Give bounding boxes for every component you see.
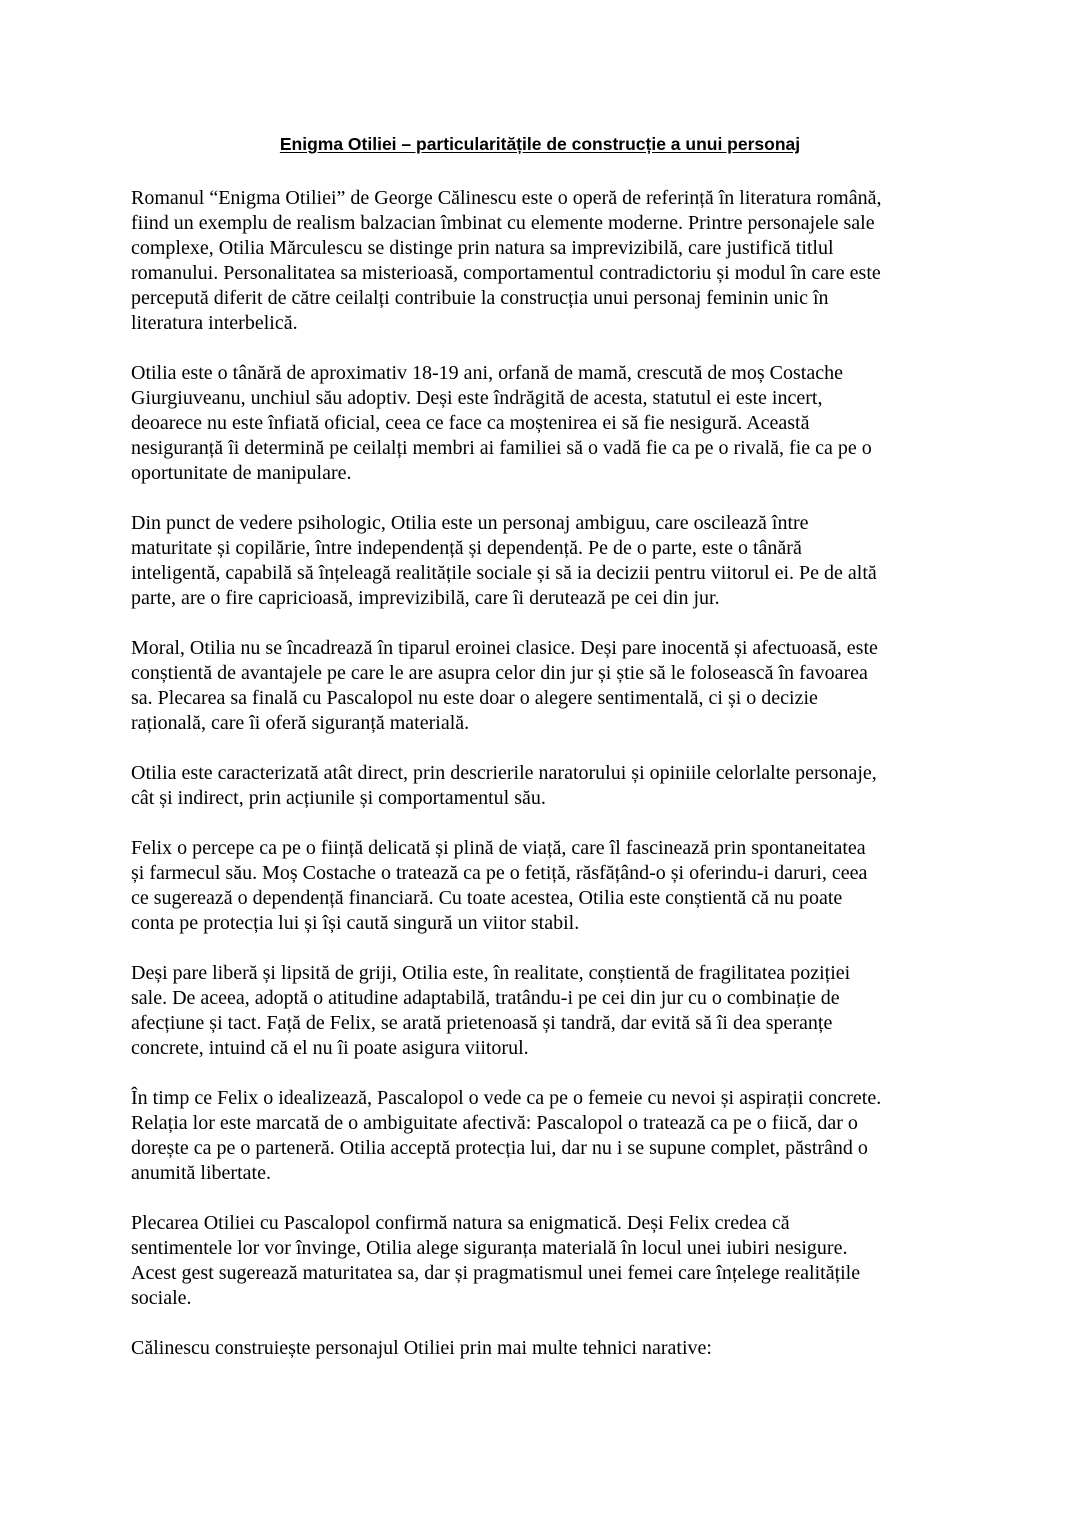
text-line: dorește ca pe o parteneră. Otilia acceptă protecția lui, dar nu i se supune complet, păstrând o xyxy=(131,1137,868,1159)
text-line: Plecarea Otiliei cu Pascalopol confirmă natura sa enigmatică. Deși Felix credea că xyxy=(131,1212,790,1234)
text-line: afecțiune și tact. Față de Felix, se arată prietenoasă și tandră, dar evită să îi dea speranțe xyxy=(131,1012,833,1034)
text-line: Romanul “Enigma Otiliei” de George Călinescu este o operă de referință în literatura română, xyxy=(131,187,882,209)
text-line: cât și indirect, prin acțiunile și comportamentul său. xyxy=(131,787,546,809)
paragraph xyxy=(131,361,961,486)
text-line: deoarece nu este înfiată oficial, ceea ce face ca moștenirea ei să fie nesigură. Această xyxy=(131,412,810,434)
text-line: complexe, Otilia Mărculescu se distinge prin natura sa imprevizibilă, care justifică titlul xyxy=(131,237,834,259)
text-line: Acest gest sugerează maturitatea sa, dar și pragmatismul unei femei care înțelege realitățile xyxy=(131,1262,861,1284)
paragraph xyxy=(131,1086,961,1186)
text-line: inteligentă, capabilă să înțeleagă realitățile sociale și să ia decizii pentru viitorul ei. Pe de altă xyxy=(131,562,877,584)
document-body xyxy=(131,186,961,1386)
text-line: sentimentele lor vor învinge, Otilia alege siguranța materială în locul unei iubiri nesigure. xyxy=(131,1237,848,1259)
paragraph xyxy=(131,1211,961,1311)
text-line: maturitate și copilărie, între independență și dependență. Pe de o parte, este o tânără xyxy=(131,537,802,559)
paragraph xyxy=(131,836,961,936)
paragraph xyxy=(131,636,961,736)
paragraph xyxy=(131,511,961,611)
paragraph xyxy=(131,961,961,1061)
text-line: Felix o percepe ca pe o ființă delicată și plină de viață, care îl fascinează prin spontaneitatea xyxy=(131,837,866,859)
text-line: sociale. xyxy=(131,1287,192,1309)
text-line: În timp ce Felix o idealizează, Pascalopol o vede ca pe o femeie cu nevoi și aspirații concrete. xyxy=(131,1087,882,1109)
text-line: nesiguranță îi determină pe ceilalți membri ai familiei să o vadă fie ca pe o rivală, fie ca pe o xyxy=(131,437,872,459)
text-line: parte, are o fire capricioasă, imprevizibilă, care îi derutează pe cei din jur. xyxy=(131,587,720,609)
text-line: percepută diferit de către ceilalți contribuie la construcția unui personaj feminin unic în xyxy=(131,287,829,309)
text-line: conștientă de avantajele pe care le are asupra celor din jur și știe să le folosească în favoarea xyxy=(131,662,868,684)
text-line: sale. De aceea, adoptă o atitudine adaptabilă, tratându-i pe cei din jur cu o combinație de xyxy=(131,987,840,1009)
text-line: Moral, Otilia nu se încadrează în tiparul eroinei clasice. Deși pare inocentă și afectuoasă, este xyxy=(131,637,878,659)
text-line: și farmecul său. Moș Costache o tratează ca pe o fetiță, răsfățând-o și oferindu-i daruri, ceea xyxy=(131,862,868,884)
text-line: Otilia este o tânără de aproximativ 18-19 ani, orfană de mamă, crescută de moș Costache xyxy=(131,362,843,384)
text-line: Otilia este caracterizată atât direct, prin descrierile naratorului și opiniile celorlalte personaje, xyxy=(131,762,877,784)
text-line: Din punct de vedere psihologic, Otilia este un personaj ambiguu, care oscilează între xyxy=(131,512,809,534)
paragraph xyxy=(131,186,961,336)
document-title: Enigma Otiliei – particularitățile de construcție a unui personaj xyxy=(279,134,801,154)
text-line: concrete, intuind că el nu îi poate asigura viitorul. xyxy=(131,1037,529,1059)
text-line: literatura interbelică. xyxy=(131,312,298,334)
text-line: Deși pare liberă și lipsită de griji, Otilia este, în realitate, conștientă de fragilitatea poziției xyxy=(131,962,851,984)
text-line: sa. Plecarea sa finală cu Pascalopol nu este doar o alegere sentimentală, ci și o decizie xyxy=(131,687,818,709)
text-line: conta pe protecția lui și își caută singură un viitor stabil. xyxy=(131,912,580,934)
text-line: anumită libertate. xyxy=(131,1162,271,1184)
text-line: rațională, care îi oferă siguranță materială. xyxy=(131,712,470,734)
text-line: Giurgiuveanu, unchiul său adoptiv. Deși este îndrăgită de acesta, statutul ei este incert, xyxy=(131,387,823,409)
paragraph xyxy=(131,1336,961,1361)
text-line: Relația lor este marcată de o ambiguitate afectivă: Pascalopol o tratează ca pe o fiică, dar o xyxy=(131,1112,858,1134)
text-line: romanului. Personalitatea sa misterioasă, comportamentul contradictoriu și modul în care este xyxy=(131,262,881,284)
text-line: oportunitate de manipulare. xyxy=(131,462,352,484)
text-line: Călinescu construiește personajul Otiliei prin mai multe tehnici narative: xyxy=(131,1337,712,1359)
text-line: fiind un exemplu de realism balzacian îmbinat cu elemente moderne. Printre personajele sale xyxy=(131,212,875,234)
paragraph xyxy=(131,761,961,811)
text-line: ce sugerează o dependență financiară. Cu toate acestea, Otilia este conștientă că nu poate xyxy=(131,887,843,909)
